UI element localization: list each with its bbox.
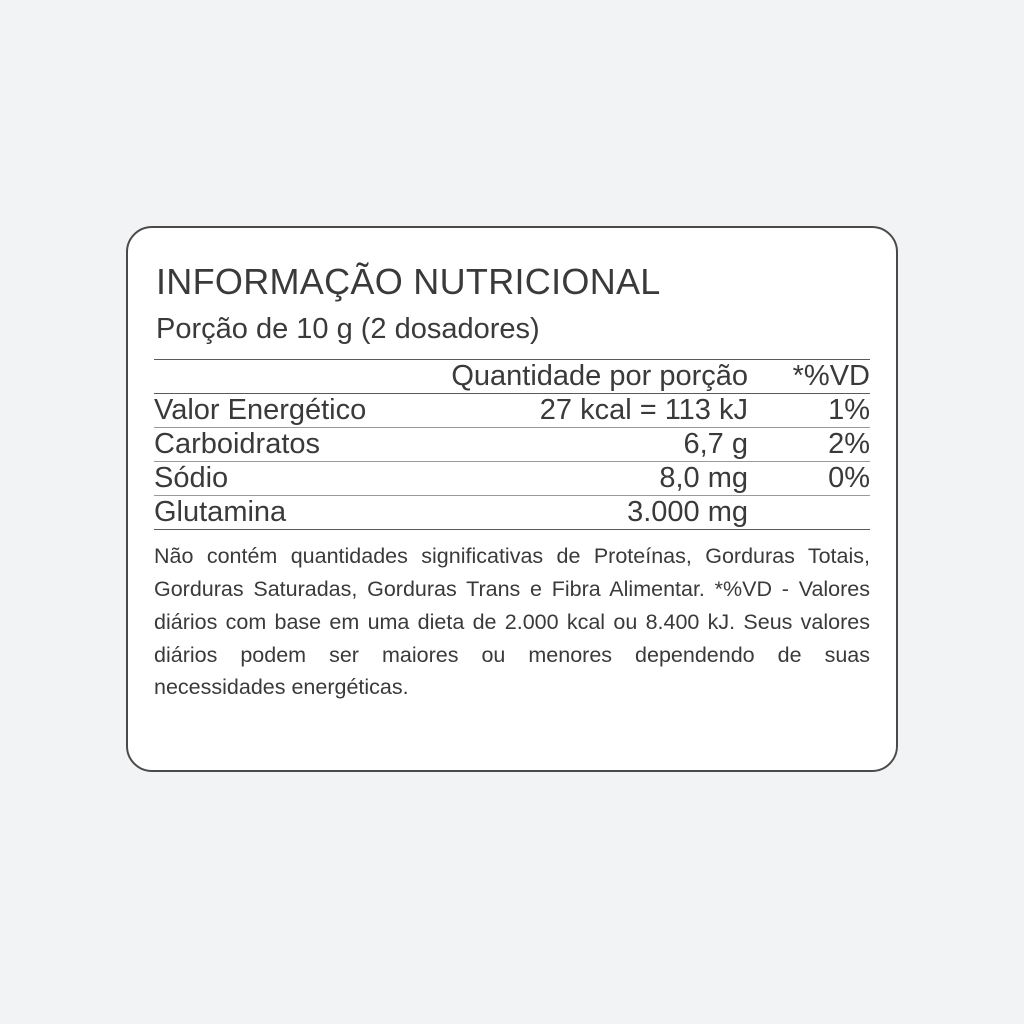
table-row [154, 496, 870, 530]
nutrition-table [154, 360, 870, 529]
nutrient-quantity: 3.000 mg [402, 496, 748, 530]
nutrient-dv: 2% [748, 428, 870, 462]
nutrient-quantity: 6,7 g [402, 428, 748, 462]
table-header-row [154, 360, 870, 394]
serving-size-text: Porção de 10 g (2 dosadores) [156, 312, 540, 345]
nutrient-dv: 0% [748, 462, 870, 496]
table-row [154, 428, 870, 462]
table-row [154, 462, 870, 496]
footnote-text: Não contém quantidades significativas de Proteínas, Gorduras Totais, Gorduras Saturadas, Gorduras Trans e Fibra Alimentar. *%VD - Valores diários com base em uma dieta de 2.000 kcal ou 8.400 kJ. Seus valores diários podem ser maiores ou menores dependendo de suas necessidades energéticas. [154, 544, 870, 700]
nutrient-name: Carboidratos [154, 428, 402, 462]
header-spacer [154, 360, 402, 394]
nutrient-quantity: 27 kcal = 113 kJ [402, 394, 748, 428]
table-row [154, 394, 870, 428]
nutrition-facts-label [126, 226, 898, 772]
page-title: INFORMAÇÃO NUTRICIONAL [156, 261, 661, 302]
nutrient-name: Sódio [154, 462, 402, 496]
nutrient-quantity: 8,0 mg [402, 462, 748, 496]
header-daily-value: *%VD [792, 360, 870, 393]
footnote [154, 529, 870, 703]
nutrient-name: Glutamina [154, 496, 402, 530]
nutrient-name: Valor Energético [154, 394, 402, 428]
nutrient-dv: 1% [748, 394, 870, 428]
nutrient-dv [748, 496, 870, 530]
header-quantity: Quantidade por porção [451, 360, 748, 393]
